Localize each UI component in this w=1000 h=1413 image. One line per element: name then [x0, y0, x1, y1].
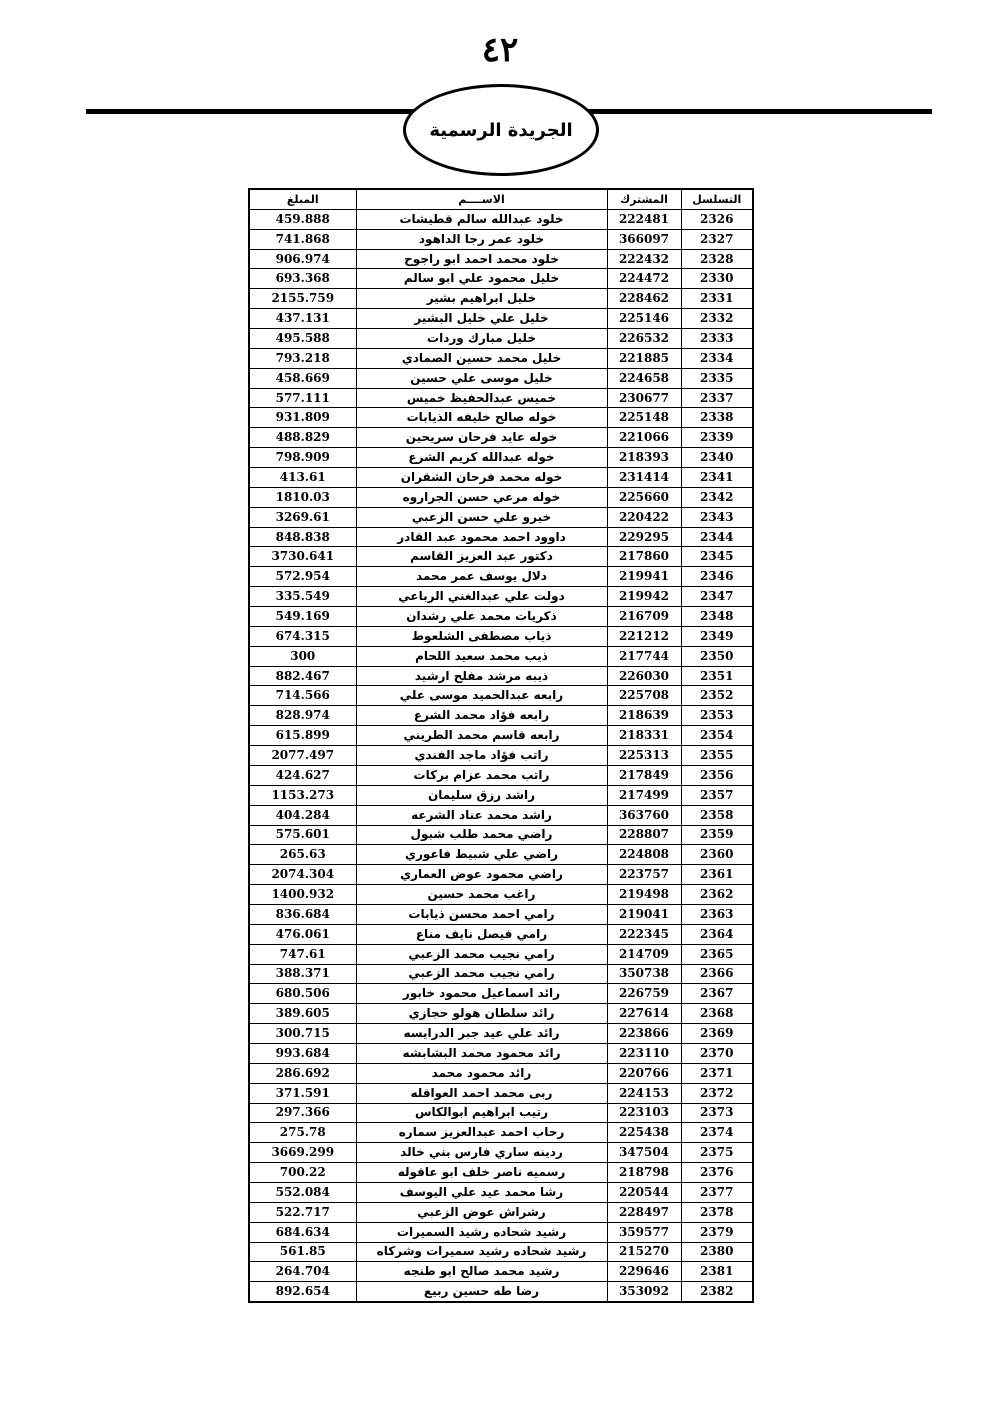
- subscriber-cell: 224472: [607, 269, 681, 289]
- amount-cell: 388.371: [249, 964, 356, 984]
- subscriber-cell: 219498: [607, 885, 681, 905]
- table-row: [249, 984, 753, 1004]
- table-row: [249, 765, 753, 785]
- serial-cell: 2338: [681, 408, 753, 428]
- amount-cell: 413.61: [249, 468, 356, 488]
- table-row: [249, 904, 753, 924]
- subscriber-cell: 221066: [607, 428, 681, 448]
- table-row: [249, 845, 753, 865]
- table-row: [249, 924, 753, 944]
- amount-cell: 335.549: [249, 587, 356, 607]
- name-cell: راضي علي شبيط فاعوري: [356, 845, 607, 865]
- serial-cell: 2360: [681, 845, 753, 865]
- serial-cell: 2382: [681, 1282, 753, 1302]
- name-cell: ذكريات محمد علي رشدان: [356, 607, 607, 627]
- amount-cell: 488.829: [249, 428, 356, 448]
- table-row: [249, 1004, 753, 1024]
- subscriber-cell: 221212: [607, 626, 681, 646]
- table-row: [249, 626, 753, 646]
- table-row: [249, 805, 753, 825]
- table-row: [249, 229, 753, 249]
- masthead-title: الجريدة الرسمية: [429, 119, 573, 141]
- table-row: [249, 428, 753, 448]
- name-cell: خيرو علي حسن الزعبي: [356, 507, 607, 527]
- amount-cell: 848.838: [249, 527, 356, 547]
- amount-cell: 615.899: [249, 726, 356, 746]
- serial-cell: 2366: [681, 964, 753, 984]
- name-cell: رشراش عوض الزعبي: [356, 1202, 607, 1222]
- serial-cell: 2330: [681, 269, 753, 289]
- amount-cell: 404.284: [249, 805, 356, 825]
- amount-cell: 680.506: [249, 984, 356, 1004]
- name-cell: خوله عبدالله كريم الشرع: [356, 448, 607, 468]
- amount-cell: 714.566: [249, 686, 356, 706]
- subscriber-cell: 218639: [607, 706, 681, 726]
- amount-cell: 561.85: [249, 1242, 356, 1262]
- amount-cell: 522.717: [249, 1202, 356, 1222]
- subscriber-cell: 220422: [607, 507, 681, 527]
- table-body: [249, 209, 753, 1302]
- name-cell: رائد سلطان هولو حجازي: [356, 1004, 607, 1024]
- subscriber-cell: 223757: [607, 865, 681, 885]
- subscriber-cell: 219941: [607, 567, 681, 587]
- subscriber-cell: 353092: [607, 1282, 681, 1302]
- serial-cell: 2378: [681, 1202, 753, 1222]
- subscriber-cell: 225708: [607, 686, 681, 706]
- name-cell: خوله صالح خليفه الذيابات: [356, 408, 607, 428]
- table-row: [249, 1282, 753, 1302]
- serial-cell: 2331: [681, 289, 753, 309]
- name-cell: راشد رزق سليمان: [356, 785, 607, 805]
- amount-cell: 993.684: [249, 1043, 356, 1063]
- name-cell: ردينه ساري فارس بني خالد: [356, 1143, 607, 1163]
- serial-cell: 2356: [681, 765, 753, 785]
- name-cell: رضا طه حسين ربيع: [356, 1282, 607, 1302]
- serial-cell: 2357: [681, 785, 753, 805]
- serial-cell: 2372: [681, 1083, 753, 1103]
- name-cell: دولت علي عبدالغني الرباعي: [356, 587, 607, 607]
- amount-cell: 389.605: [249, 1004, 356, 1024]
- amount-cell: 300.715: [249, 1024, 356, 1044]
- table-row: [249, 1083, 753, 1103]
- table-row: [249, 666, 753, 686]
- page-number: ٤٢: [481, 30, 519, 70]
- table-row: [249, 1103, 753, 1123]
- subscriber-cell: 219041: [607, 904, 681, 924]
- name-cell: خلود محمد احمد ابو راجوح: [356, 249, 607, 269]
- name-cell: رشا محمد عيد علي اليوسف: [356, 1182, 607, 1202]
- subscriber-cell: 359577: [607, 1222, 681, 1242]
- name-cell: رائد محمود محمد: [356, 1063, 607, 1083]
- table-row: [249, 1262, 753, 1282]
- serial-cell: 2350: [681, 646, 753, 666]
- table-row: [249, 587, 753, 607]
- amount-cell: 828.974: [249, 706, 356, 726]
- serial-cell: 2361: [681, 865, 753, 885]
- serial-cell: 2368: [681, 1004, 753, 1024]
- amount-cell: 371.591: [249, 1083, 356, 1103]
- name-cell: رامي احمد محسن ذيابات: [356, 904, 607, 924]
- table-row: [249, 309, 753, 329]
- table-row: [249, 209, 753, 229]
- table-row: [249, 607, 753, 627]
- table-row: [249, 527, 753, 547]
- amount-cell: 892.654: [249, 1282, 356, 1302]
- subscriber-cell: 215270: [607, 1242, 681, 1262]
- subscriber-cell: 228497: [607, 1202, 681, 1222]
- subscriber-cell: 223103: [607, 1103, 681, 1123]
- subscriber-cell: 225438: [607, 1123, 681, 1143]
- serial-cell: 2339: [681, 428, 753, 448]
- name-cell: خليل علي خليل البشير: [356, 309, 607, 329]
- table-row: [249, 1043, 753, 1063]
- name-cell: دلال يوسف عمر محمد: [356, 567, 607, 587]
- serial-cell: 2341: [681, 468, 753, 488]
- table-row: [249, 885, 753, 905]
- serial-cell: 2342: [681, 487, 753, 507]
- header-serial: التسلسل: [681, 189, 753, 209]
- serial-cell: 2344: [681, 527, 753, 547]
- subscriber-cell: 214709: [607, 944, 681, 964]
- name-cell: رامي نجيب محمد الزعبي: [356, 964, 607, 984]
- serial-cell: 2380: [681, 1242, 753, 1262]
- amount-cell: 2155.759: [249, 289, 356, 309]
- table-row: [249, 1024, 753, 1044]
- name-cell: خليل موسى علي حسين: [356, 368, 607, 388]
- subscriber-cell: 222481: [607, 209, 681, 229]
- serial-cell: 2353: [681, 706, 753, 726]
- name-cell: خوله محمد فرحان الشقران: [356, 468, 607, 488]
- serial-cell: 2364: [681, 924, 753, 944]
- table-header-row: [249, 189, 753, 209]
- serial-cell: 2374: [681, 1123, 753, 1143]
- amount-cell: 906.974: [249, 249, 356, 269]
- serial-cell: 2345: [681, 547, 753, 567]
- subscriber-cell: 231414: [607, 468, 681, 488]
- serial-cell: 2334: [681, 348, 753, 368]
- payments-table: [248, 188, 754, 1303]
- subscriber-cell: 223866: [607, 1024, 681, 1044]
- name-cell: راغب محمد حسين: [356, 885, 607, 905]
- subscriber-cell: 220766: [607, 1063, 681, 1083]
- amount-cell: 1400.932: [249, 885, 356, 905]
- serial-cell: 2355: [681, 746, 753, 766]
- subscriber-cell: 224658: [607, 368, 681, 388]
- name-cell: رائد اسماعيل محمود خابور: [356, 984, 607, 1004]
- table-row: [249, 1242, 753, 1262]
- serial-cell: 2349: [681, 626, 753, 646]
- table-row: [249, 646, 753, 666]
- subscriber-cell: 347504: [607, 1143, 681, 1163]
- name-cell: راشد محمد عناد الشرعه: [356, 805, 607, 825]
- subscriber-cell: 229646: [607, 1262, 681, 1282]
- table-row: [249, 448, 753, 468]
- subscriber-cell: 217849: [607, 765, 681, 785]
- name-cell: رسميه ناصر خلف ابو عاقوله: [356, 1163, 607, 1183]
- subscriber-cell: 226532: [607, 329, 681, 349]
- table-row: [249, 1202, 753, 1222]
- name-cell: خلود عمر رجا الداهود: [356, 229, 607, 249]
- subscriber-cell: 229295: [607, 527, 681, 547]
- table-row: [249, 547, 753, 567]
- amount-cell: 3730.641: [249, 547, 356, 567]
- subscriber-cell: 217744: [607, 646, 681, 666]
- subscriber-cell: 216709: [607, 607, 681, 627]
- name-cell: خميس عبدالحفيظ خميس: [356, 388, 607, 408]
- serial-cell: 2377: [681, 1182, 753, 1202]
- amount-cell: 437.131: [249, 309, 356, 329]
- serial-cell: 2328: [681, 249, 753, 269]
- subscriber-cell: 221885: [607, 348, 681, 368]
- table-row: [249, 944, 753, 964]
- table-row: [249, 567, 753, 587]
- name-cell: رامي نجيب محمد الزعبي: [356, 944, 607, 964]
- name-cell: خوله مرعي حسن الجراروه: [356, 487, 607, 507]
- table-row: [249, 865, 753, 885]
- serial-cell: 2367: [681, 984, 753, 1004]
- subscriber-cell: 218331: [607, 726, 681, 746]
- table-row: [249, 706, 753, 726]
- name-cell: رائد علي عيد جبر الدرايسه: [356, 1024, 607, 1044]
- table-row: [249, 408, 753, 428]
- serial-cell: 2333: [681, 329, 753, 349]
- subscriber-cell: 226030: [607, 666, 681, 686]
- serial-cell: 2346: [681, 567, 753, 587]
- table-row: [249, 726, 753, 746]
- table-row: [249, 507, 753, 527]
- name-cell: راتب فؤاد ماجد الفندي: [356, 746, 607, 766]
- name-cell: خليل مبارك وردات: [356, 329, 607, 349]
- name-cell: رشيد محمد صالح ابو طنجه: [356, 1262, 607, 1282]
- name-cell: خوله عايد فرحان سريحين: [356, 428, 607, 448]
- table-row: [249, 487, 753, 507]
- name-cell: خليل محمد حسين الصمادي: [356, 348, 607, 368]
- name-cell: رامي فيصل نايف مناع: [356, 924, 607, 944]
- name-cell: رابعه قاسم محمد الطريني: [356, 726, 607, 746]
- table-row: [249, 825, 753, 845]
- subscriber-cell: 228462: [607, 289, 681, 309]
- name-cell: ذيبه مرشد مفلح ارشيد: [356, 666, 607, 686]
- amount-cell: 297.366: [249, 1103, 356, 1123]
- name-cell: ذيب محمد سعيد اللحام: [356, 646, 607, 666]
- table-row: [249, 368, 753, 388]
- serial-cell: 2362: [681, 885, 753, 905]
- subscriber-cell: 225313: [607, 746, 681, 766]
- subscriber-cell: 224153: [607, 1083, 681, 1103]
- name-cell: ربى محمد احمد العواقله: [356, 1083, 607, 1103]
- amount-cell: 2074.304: [249, 865, 356, 885]
- table-row: [249, 348, 753, 368]
- subscriber-cell: 366097: [607, 229, 681, 249]
- name-cell: راضي محمد طلب شبول: [356, 825, 607, 845]
- name-cell: رتيب ابراهيم ابوالكاس: [356, 1103, 607, 1123]
- amount-cell: 572.954: [249, 567, 356, 587]
- name-cell: خليل ابراهيم بشير: [356, 289, 607, 309]
- amount-cell: 747.61: [249, 944, 356, 964]
- serial-cell: 2365: [681, 944, 753, 964]
- name-cell: خلود عبدالله سالم قطيشات: [356, 209, 607, 229]
- serial-cell: 2347: [681, 587, 753, 607]
- subscriber-cell: 230677: [607, 388, 681, 408]
- amount-cell: 1153.273: [249, 785, 356, 805]
- amount-cell: 575.601: [249, 825, 356, 845]
- subscriber-cell: 225660: [607, 487, 681, 507]
- name-cell: رشيد شحاده رشيد سميرات وشركاه: [356, 1242, 607, 1262]
- serial-cell: 2352: [681, 686, 753, 706]
- table-row: [249, 249, 753, 269]
- serial-cell: 2363: [681, 904, 753, 924]
- amount-cell: 3669.299: [249, 1143, 356, 1163]
- subscriber-cell: 218798: [607, 1163, 681, 1183]
- serial-cell: 2375: [681, 1143, 753, 1163]
- subscriber-cell: 223110: [607, 1043, 681, 1063]
- subscriber-cell: 226759: [607, 984, 681, 1004]
- amount-cell: 798.909: [249, 448, 356, 468]
- subscriber-cell: 219942: [607, 587, 681, 607]
- amount-cell: 793.218: [249, 348, 356, 368]
- subscriber-cell: 363760: [607, 805, 681, 825]
- amount-cell: 741.868: [249, 229, 356, 249]
- serial-cell: 2373: [681, 1103, 753, 1123]
- serial-cell: 2369: [681, 1024, 753, 1044]
- name-cell: رابعه عبدالحميد موسى علي: [356, 686, 607, 706]
- name-cell: خليل محمود علي ابو سالم: [356, 269, 607, 289]
- subscriber-cell: 222432: [607, 249, 681, 269]
- header-name: الاســــم: [356, 189, 607, 209]
- amount-cell: 495.588: [249, 329, 356, 349]
- table-row: [249, 289, 753, 309]
- table-row: [249, 746, 753, 766]
- table-row: [249, 388, 753, 408]
- amount-cell: 458.669: [249, 368, 356, 388]
- masthead-oval: [403, 84, 599, 176]
- amount-cell: 300: [249, 646, 356, 666]
- serial-cell: 2379: [681, 1222, 753, 1242]
- serial-cell: 2343: [681, 507, 753, 527]
- subscriber-cell: 227614: [607, 1004, 681, 1024]
- amount-cell: 286.692: [249, 1063, 356, 1083]
- name-cell: راضي محمود عوض العماري: [356, 865, 607, 885]
- header-amount: المبلغ: [249, 189, 356, 209]
- name-cell: رائد محمود محمد البشابشه: [356, 1043, 607, 1063]
- table-row: [249, 1143, 753, 1163]
- table-row: [249, 785, 753, 805]
- amount-cell: 1810.03: [249, 487, 356, 507]
- subscriber-cell: 220544: [607, 1182, 681, 1202]
- amount-cell: 931.809: [249, 408, 356, 428]
- amount-cell: 3269.61: [249, 507, 356, 527]
- name-cell: داوود احمد محمود عبد القادر: [356, 527, 607, 547]
- subscriber-cell: 217860: [607, 547, 681, 567]
- amount-cell: 265.63: [249, 845, 356, 865]
- amount-cell: 684.634: [249, 1222, 356, 1242]
- subscriber-cell: 217499: [607, 785, 681, 805]
- table-row: [249, 1182, 753, 1202]
- serial-cell: 2337: [681, 388, 753, 408]
- serial-cell: 2348: [681, 607, 753, 627]
- subscriber-cell: 225146: [607, 309, 681, 329]
- amount-cell: 2077.497: [249, 746, 356, 766]
- table-row: [249, 329, 753, 349]
- name-cell: رشيد شحاده رشيد السميرات: [356, 1222, 607, 1242]
- serial-cell: 2340: [681, 448, 753, 468]
- amount-cell: 424.627: [249, 765, 356, 785]
- amount-cell: 693.368: [249, 269, 356, 289]
- subscriber-cell: 350738: [607, 964, 681, 984]
- serial-cell: 2376: [681, 1163, 753, 1183]
- name-cell: راتب محمد عزام بركات: [356, 765, 607, 785]
- serial-cell: 2332: [681, 309, 753, 329]
- amount-cell: 577.111: [249, 388, 356, 408]
- serial-cell: 2327: [681, 229, 753, 249]
- table-row: [249, 964, 753, 984]
- subscriber-cell: 222345: [607, 924, 681, 944]
- name-cell: رحاب احمد عبدالعزيز سماره: [356, 1123, 607, 1143]
- amount-cell: 700.22: [249, 1163, 356, 1183]
- table-row: [249, 1063, 753, 1083]
- table-row: [249, 1222, 753, 1242]
- serial-cell: 2351: [681, 666, 753, 686]
- subscriber-cell: 218393: [607, 448, 681, 468]
- name-cell: رابعه فؤاد محمد الشرع: [356, 706, 607, 726]
- table-row: [249, 686, 753, 706]
- serial-cell: 2359: [681, 825, 753, 845]
- amount-cell: 552.084: [249, 1182, 356, 1202]
- subscriber-cell: 224808: [607, 845, 681, 865]
- subscriber-cell: 228807: [607, 825, 681, 845]
- name-cell: ذياب مصطفى الشلعوط: [356, 626, 607, 646]
- serial-cell: 2326: [681, 209, 753, 229]
- amount-cell: 476.061: [249, 924, 356, 944]
- table-row: [249, 1163, 753, 1183]
- subscriber-cell: 225148: [607, 408, 681, 428]
- table-row: [249, 269, 753, 289]
- amount-cell: 836.684: [249, 904, 356, 924]
- amount-cell: 275.78: [249, 1123, 356, 1143]
- amount-cell: 549.169: [249, 607, 356, 627]
- amount-cell: 882.467: [249, 666, 356, 686]
- amount-cell: 674.315: [249, 626, 356, 646]
- name-cell: دكتور عبد العزيز القاسم: [356, 547, 607, 567]
- table-row: [249, 1123, 753, 1143]
- header-subscriber: المشترك: [607, 189, 681, 209]
- serial-cell: 2370: [681, 1043, 753, 1063]
- amount-cell: 459.888: [249, 209, 356, 229]
- serial-cell: 2381: [681, 1262, 753, 1282]
- serial-cell: 2354: [681, 726, 753, 746]
- serial-cell: 2335: [681, 368, 753, 388]
- serial-cell: 2371: [681, 1063, 753, 1083]
- table-row: [249, 468, 753, 488]
- amount-cell: 264.704: [249, 1262, 356, 1282]
- serial-cell: 2358: [681, 805, 753, 825]
